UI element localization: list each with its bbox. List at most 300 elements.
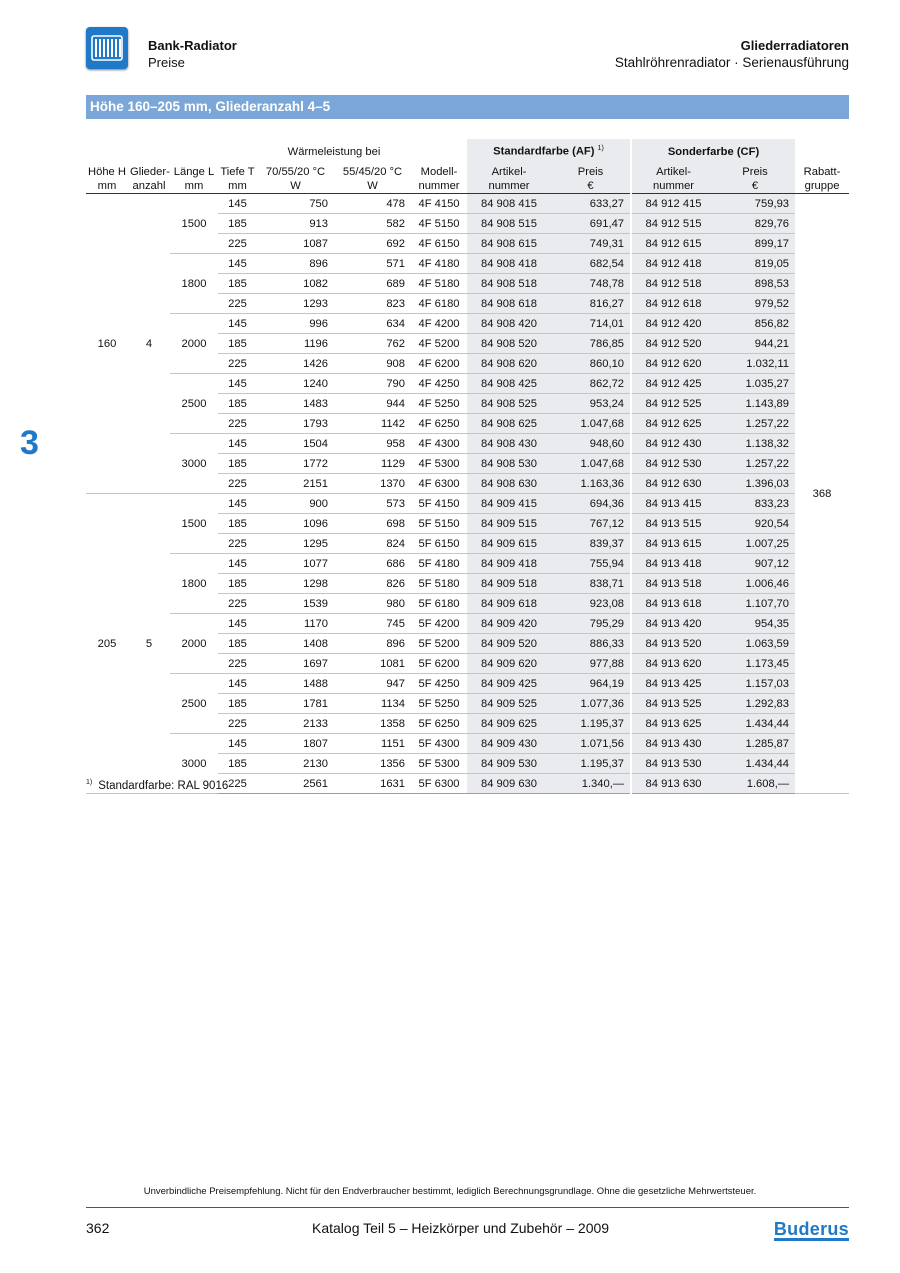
price-af-cell: 749,31 [551,234,631,254]
model-cell: 4F 5150 [411,214,467,234]
article-af-cell: 84 909 520 [467,634,551,654]
output-70-cell: 2133 [257,714,334,734]
article-af-cell: 84 909 615 [467,534,551,554]
depth-cell: 185 [218,634,257,654]
depth-cell: 185 [218,694,257,714]
table-row [86,554,849,574]
article-af-cell: 84 908 420 [467,314,551,334]
col-article-cf-header: Artikel- nummer [631,159,715,194]
price-af-cell: 795,29 [551,614,631,634]
output-70-cell: 900 [257,494,334,514]
article-cf-cell: 84 912 515 [631,214,715,234]
model-cell: 5F 6250 [411,714,467,734]
article-cf-cell: 84 912 620 [631,354,715,374]
model-cell: 5F 5250 [411,694,467,714]
depth-cell: 225 [218,714,257,734]
output-70-cell: 1087 [257,234,334,254]
article-af-cell: 84 909 515 [467,514,551,534]
output-70-cell: 1781 [257,694,334,714]
output-55-cell: 980 [334,594,411,614]
model-cell: 4F 6200 [411,354,467,374]
col-depth-header: Tiefe T mm [218,159,257,194]
price-af-cell: 1.071,56 [551,734,631,754]
depth-cell: 225 [218,534,257,554]
price-af-cell: 633,27 [551,194,631,214]
output-55-cell: 582 [334,214,411,234]
output-55-cell: 1134 [334,694,411,714]
model-cell: 5F 6300 [411,774,467,794]
depth-cell: 185 [218,514,257,534]
table-row [86,374,849,394]
length-cell: 2500 [170,674,218,734]
col-discount-header: Rabatt- gruppe [795,159,849,194]
depth-cell: 185 [218,214,257,234]
table-body [86,194,849,794]
length-cell: 1500 [170,494,218,554]
depth-cell: 145 [218,554,257,574]
table-column-header [86,159,849,194]
depth-cell: 185 [218,754,257,774]
output-55-cell: 896 [334,634,411,654]
output-55-cell: 1151 [334,734,411,754]
output-55-cell: 698 [334,514,411,534]
model-cell: 5F 4250 [411,674,467,694]
model-cell: 5F 5180 [411,574,467,594]
product-subtitle: Preise [148,55,185,70]
price-af-cell: 786,85 [551,334,631,354]
model-cell: 4F 4150 [411,194,467,214]
price-cf-cell: 1.032,11 [715,354,795,374]
model-cell: 4F 4300 [411,434,467,454]
output-70-cell: 1196 [257,334,334,354]
price-cf-cell: 1.035,27 [715,374,795,394]
model-cell: 5F 5200 [411,634,467,654]
price-cf-cell: 979,52 [715,294,795,314]
category-title: Gliederradiatoren [740,38,849,53]
price-af-cell: 964,19 [551,674,631,694]
model-cell: 5F 4200 [411,614,467,634]
depth-cell: 145 [218,674,257,694]
price-cf-cell: 1.173,45 [715,654,795,674]
article-cf-cell: 84 913 518 [631,574,715,594]
table-row [86,674,849,694]
article-af-cell: 84 909 430 [467,734,551,754]
col-output-70-header: 70/55/20 °C W [257,159,334,194]
col-price-af-header: Preis € [551,159,631,194]
output-55-cell: 692 [334,234,411,254]
model-cell: 5F 4180 [411,554,467,574]
model-cell: 4F 6180 [411,294,467,314]
article-af-cell: 84 908 425 [467,374,551,394]
col-height-header: Höhe H mm [86,159,128,194]
model-cell: 4F 5250 [411,394,467,414]
article-af-cell: 84 909 525 [467,694,551,714]
catalog-title: Katalog Teil 5 – Heizkörper und Zubehör – 2009 [312,1220,610,1236]
price-af-cell: 1.047,68 [551,454,631,474]
output-70-cell: 1697 [257,654,334,674]
output-55-cell: 823 [334,294,411,314]
col-output-55-header: 55/45/20 °C W [334,159,411,194]
article-cf-cell: 84 912 430 [631,434,715,454]
article-cf-cell: 84 913 525 [631,694,715,714]
model-cell: 5F 4150 [411,494,467,514]
price-cf-cell: 920,54 [715,514,795,534]
article-cf-cell: 84 913 420 [631,614,715,634]
price-af-cell: 953,24 [551,394,631,414]
model-cell: 5F 5300 [411,754,467,774]
output-55-cell: 745 [334,614,411,634]
price-cf-cell: 1.434,44 [715,714,795,734]
article-cf-cell: 84 912 420 [631,314,715,334]
output-55-cell: 824 [334,534,411,554]
article-af-cell: 84 908 525 [467,394,551,414]
footer-divider [86,1207,849,1208]
article-cf-cell: 84 912 520 [631,334,715,354]
output-55-cell: 478 [334,194,411,214]
output-55-cell: 790 [334,374,411,394]
output-70-cell: 1298 [257,574,334,594]
price-af-cell: 755,94 [551,554,631,574]
output-70-cell: 996 [257,314,334,334]
article-af-cell: 84 909 518 [467,574,551,594]
length-cell: 3000 [170,734,218,794]
article-af-cell: 84 908 620 [467,354,551,374]
depth-cell: 145 [218,374,257,394]
model-cell: 4F 6250 [411,414,467,434]
article-af-cell: 84 908 520 [467,334,551,354]
price-af-cell: 1.077,36 [551,694,631,714]
price-af-cell: 838,71 [551,574,631,594]
col-model-header: Modell- nummer [411,159,467,194]
price-cf-cell: 1.138,32 [715,434,795,454]
model-cell: 4F 4180 [411,254,467,274]
price-cf-cell: 944,21 [715,334,795,354]
price-af-cell: 860,10 [551,354,631,374]
price-cf-cell: 1.434,44 [715,754,795,774]
table-row [86,314,849,334]
article-af-cell: 84 908 630 [467,474,551,494]
model-cell: 4F 5180 [411,274,467,294]
article-cf-cell: 84 912 418 [631,254,715,274]
price-af-cell: 1.047,68 [551,414,631,434]
price-cf-cell: 1.396,03 [715,474,795,494]
price-cf-cell: 1.608,— [715,774,795,794]
discount-group-cell: 368 [795,194,849,794]
output-55-cell: 1142 [334,414,411,434]
output-70-cell: 1483 [257,394,334,414]
price-cf-cell: 1.143,89 [715,394,795,414]
depth-cell: 225 [218,474,257,494]
price-cf-cell: 898,53 [715,274,795,294]
depth-cell: 145 [218,434,257,454]
model-cell: 4F 6150 [411,234,467,254]
depth-cell: 225 [218,414,257,434]
article-cf-cell: 84 913 520 [631,634,715,654]
standard-color-group [467,139,631,159]
article-af-cell: 84 909 530 [467,754,551,774]
depth-cell: 225 [218,354,257,374]
table-row [86,254,849,274]
price-af-cell: 748,78 [551,274,631,294]
article-af-cell: 84 909 425 [467,674,551,694]
footnote-text: Standardfarbe: RAL 9016 [98,779,229,792]
article-cf-cell: 84 912 518 [631,274,715,294]
depth-cell: 145 [218,734,257,754]
model-cell: 5F 4300 [411,734,467,754]
table-group-header [86,139,849,159]
depth-cell: 145 [218,194,257,214]
article-cf-cell: 84 912 625 [631,414,715,434]
output-55-cell: 1081 [334,654,411,674]
depth-cell: 145 [218,614,257,634]
price-af-cell: 694,36 [551,494,631,514]
price-af-cell: 862,72 [551,374,631,394]
table-row [86,494,849,514]
page-number: 362 [86,1220,110,1236]
output-70-cell: 1408 [257,634,334,654]
output-70-cell: 1170 [257,614,334,634]
table-row [86,434,849,454]
sections-cell: 5 [128,494,170,794]
article-af-cell: 84 908 530 [467,454,551,474]
price-af-cell: 839,37 [551,534,631,554]
price-cf-cell: 833,23 [715,494,795,514]
price-disclaimer: Unverbindliche Preisempfehlung. Nicht für den Endverbraucher bestimmt, lediglich Berechnungsgrundlage. Ohne die gesetzliche Mehrwertsteuer. [143,1186,757,1197]
price-cf-cell: 1.257,22 [715,454,795,474]
article-cf-cell: 84 913 418 [631,554,715,574]
price-af-cell: 948,60 [551,434,631,454]
model-cell: 4F 6300 [411,474,467,494]
price-af-cell: 1.195,37 [551,754,631,774]
price-af-cell: 1.195,37 [551,714,631,734]
article-cf-cell: 84 913 625 [631,714,715,734]
price-cf-cell: 856,82 [715,314,795,334]
length-cell: 2000 [170,314,218,374]
product-title: Bank-Radiator [148,38,237,53]
article-cf-cell: 84 913 615 [631,534,715,554]
model-cell: 5F 6150 [411,534,467,554]
price-af-cell: 682,54 [551,254,631,274]
price-cf-cell: 1.292,83 [715,694,795,714]
output-55-cell: 826 [334,574,411,594]
heat-group-label: Wärmeleistung bei [287,146,381,158]
article-cf-cell: 84 912 525 [631,394,715,414]
model-cell: 5F 6200 [411,654,467,674]
col-sections-header: Glieder- anzahl [128,159,170,194]
depth-cell: 225 [218,774,257,794]
article-af-cell: 84 908 518 [467,274,551,294]
article-af-cell: 84 909 618 [467,594,551,614]
output-55-cell: 686 [334,554,411,574]
price-cf-cell: 759,93 [715,194,795,214]
length-cell: 3000 [170,434,218,494]
model-cell: 4F 5300 [411,454,467,474]
footnote [86,779,228,792]
output-55-cell: 689 [334,274,411,294]
article-cf-cell: 84 913 430 [631,734,715,754]
article-cf-cell: 84 912 618 [631,294,715,314]
model-cell: 5F 6180 [411,594,467,614]
depth-cell: 225 [218,234,257,254]
price-af-cell: 767,12 [551,514,631,534]
length-cell: 2000 [170,614,218,674]
output-70-cell: 1504 [257,434,334,454]
article-af-cell: 84 909 630 [467,774,551,794]
article-cf-cell: 84 912 425 [631,374,715,394]
output-55-cell: 947 [334,674,411,694]
price-cf-cell: 1.285,87 [715,734,795,754]
length-cell: 1500 [170,194,218,254]
article-cf-cell: 84 913 425 [631,674,715,694]
article-af-cell: 84 908 430 [467,434,551,454]
price-af-cell: 714,01 [551,314,631,334]
article-cf-cell: 84 913 618 [631,594,715,614]
article-cf-cell: 84 912 615 [631,234,715,254]
depth-cell: 145 [218,494,257,514]
header-right [615,38,849,70]
footnote-mark: 1) [86,779,93,786]
depth-cell: 185 [218,574,257,594]
depth-cell: 185 [218,394,257,414]
output-55-cell: 1356 [334,754,411,774]
price-cf-cell: 907,12 [715,554,795,574]
table-row [86,734,849,754]
article-cf-cell: 84 913 530 [631,754,715,774]
model-cell: 4F 4250 [411,374,467,394]
price-af-cell: 923,08 [551,594,631,614]
output-55-cell: 1631 [334,774,411,794]
footnote-ref: 1) [597,145,604,153]
output-70-cell: 1488 [257,674,334,694]
header-left [148,38,237,70]
price-cf-cell: 899,17 [715,234,795,254]
article-cf-cell: 84 913 515 [631,514,715,534]
special-color-group: Sonderfarbe (CF) [631,139,795,159]
output-55-cell: 908 [334,354,411,374]
chapter-number: 3 [20,424,39,462]
output-70-cell: 1293 [257,294,334,314]
price-cf-cell: 819,05 [715,254,795,274]
depth-cell: 225 [218,654,257,674]
output-70-cell: 1240 [257,374,334,394]
depth-cell: 185 [218,334,257,354]
article-cf-cell: 84 912 530 [631,454,715,474]
article-af-cell: 84 909 415 [467,494,551,514]
price-cf-cell: 1.006,46 [715,574,795,594]
standard-color-label: Standardfarbe (AF) [493,146,595,158]
output-55-cell: 1370 [334,474,411,494]
depth-cell: 225 [218,294,257,314]
depth-cell: 145 [218,314,257,334]
table-row [86,194,849,214]
article-cf-cell: 84 912 415 [631,194,715,214]
depth-cell: 185 [218,274,257,294]
model-cell: 5F 5150 [411,514,467,534]
height-cell: 205 [86,494,128,794]
model-cell: 4F 4200 [411,314,467,334]
price-af-cell: 886,33 [551,634,631,654]
price-cf-cell: 1.007,25 [715,534,795,554]
depth-cell: 185 [218,454,257,474]
price-af-cell: 977,88 [551,654,631,674]
article-af-cell: 84 909 625 [467,714,551,734]
article-af-cell: 84 908 618 [467,294,551,314]
col-price-cf-header: Preis € [715,159,795,194]
article-af-cell: 84 908 515 [467,214,551,234]
price-cf-cell: 1.107,70 [715,594,795,614]
output-70-cell: 2151 [257,474,334,494]
buderus-logo: Buderus [773,1219,849,1239]
length-cell: 1800 [170,554,218,614]
price-cf-cell: 1.257,22 [715,414,795,434]
article-af-cell: 84 908 418 [467,254,551,274]
article-cf-cell: 84 912 630 [631,474,715,494]
output-55-cell: 1129 [334,454,411,474]
output-70-cell: 750 [257,194,334,214]
article-af-cell: 84 908 625 [467,414,551,434]
output-70-cell: 1772 [257,454,334,474]
output-55-cell: 762 [334,334,411,354]
output-70-cell: 896 [257,254,334,274]
article-af-cell: 84 908 615 [467,234,551,254]
output-70-cell: 1295 [257,534,334,554]
output-55-cell: 944 [334,394,411,414]
section-title: Höhe 160–205 mm, Gliederanzahl 4–5 [86,95,849,119]
price-af-cell: 1.340,— [551,774,631,794]
output-70-cell: 1539 [257,594,334,614]
output-70-cell: 1096 [257,514,334,534]
price-cf-cell: 1.063,59 [715,634,795,654]
output-55-cell: 571 [334,254,411,274]
col-article-af-header: Artikel- nummer [467,159,551,194]
output-70-cell: 1793 [257,414,334,434]
article-af-cell: 84 909 418 [467,554,551,574]
col-length-header: Länge L mm [170,159,218,194]
article-cf-cell: 84 913 415 [631,494,715,514]
article-cf-cell: 84 913 620 [631,654,715,674]
length-cell: 1800 [170,254,218,314]
output-55-cell: 634 [334,314,411,334]
output-70-cell: 1807 [257,734,334,754]
output-70-cell: 1077 [257,554,334,574]
output-70-cell: 913 [257,214,334,234]
article-cf-cell: 84 913 630 [631,774,715,794]
table-row [86,614,849,634]
depth-cell: 145 [218,254,257,274]
article-af-cell: 84 909 420 [467,614,551,634]
output-70-cell: 2561 [257,774,334,794]
price-cf-cell: 954,35 [715,614,795,634]
category-subtitle: Stahlröhrenradiator · Serienausführung [614,55,849,70]
article-af-cell: 84 909 620 [467,654,551,674]
depth-cell: 225 [218,594,257,614]
height-cell: 160 [86,194,128,494]
model-cell: 4F 5200 [411,334,467,354]
radiator-logo-icon [86,27,128,69]
price-cf-cell: 829,76 [715,214,795,234]
output-70-cell: 2130 [257,754,334,774]
price-af-cell: 816,27 [551,294,631,314]
output-55-cell: 1358 [334,714,411,734]
article-af-cell: 84 908 415 [467,194,551,214]
output-70-cell: 1082 [257,274,334,294]
sections-cell: 4 [128,194,170,494]
output-70-cell: 1426 [257,354,334,374]
output-55-cell: 958 [334,434,411,454]
output-55-cell: 573 [334,494,411,514]
price-af-cell: 1.163,36 [551,474,631,494]
price-cf-cell: 1.157,03 [715,674,795,694]
